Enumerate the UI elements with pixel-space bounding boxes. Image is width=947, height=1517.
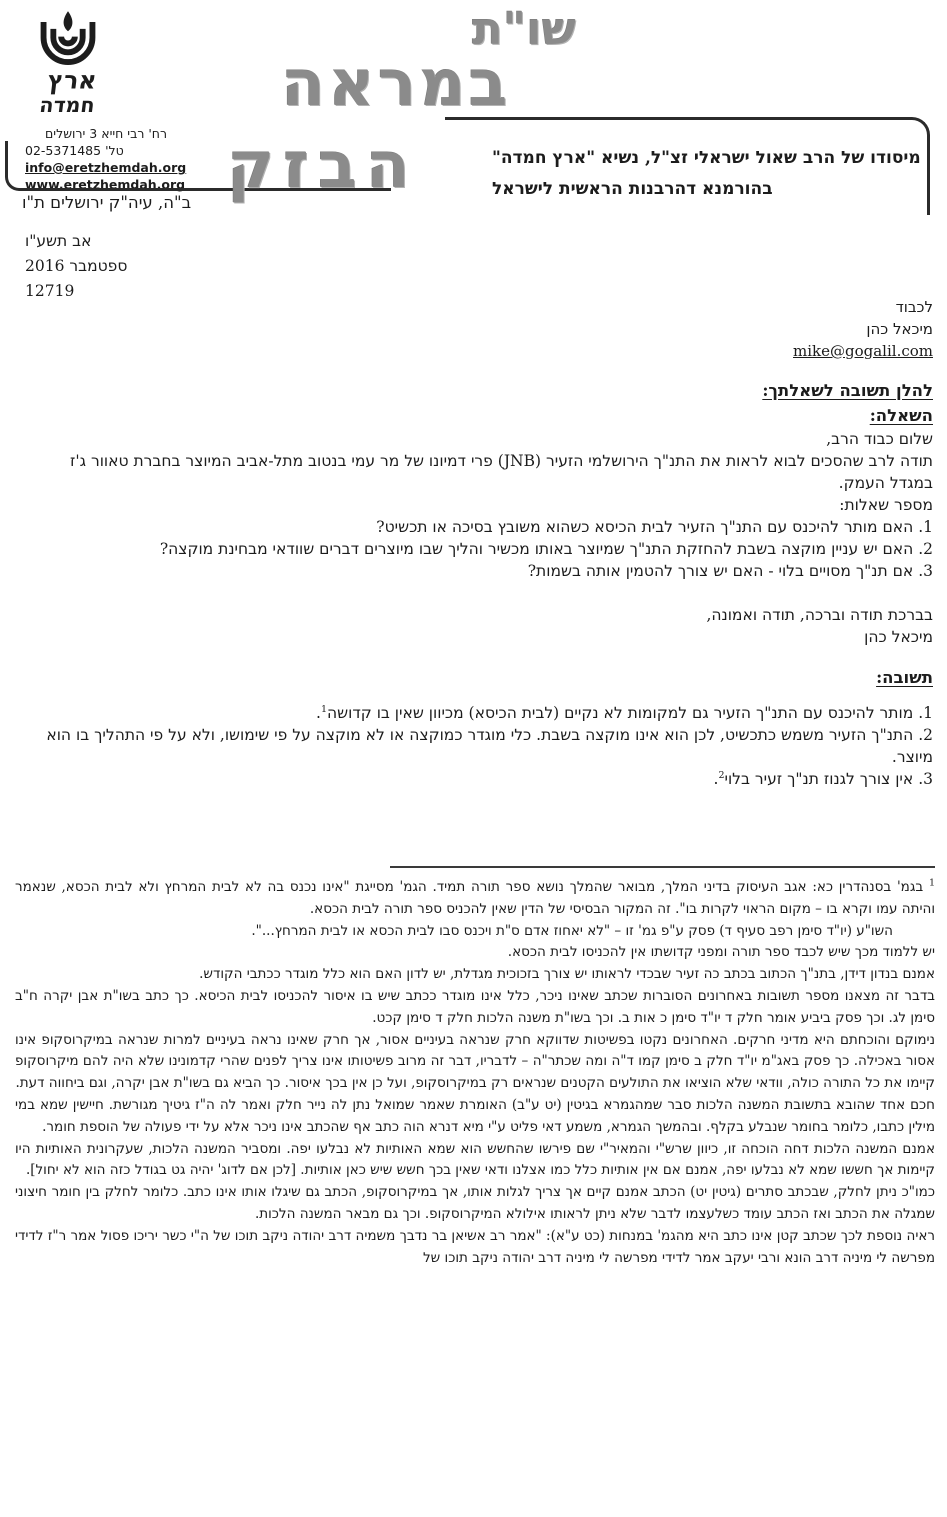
answer-item-number: 3. [918, 770, 933, 788]
footnote-paragraph: חכם אחד שהובא בתשובת המשנה הלכות סבר שמהגמרא בגיטין (יט ע"ב) האומרת שאמר שמואל נתן לה נייר חלק ואמר לה ה"ז גיטיך מגורשת. חיישין שמא במי מילין כתבו, כלומר בחומר שנבלע בקלף. ובהמשך הגמרא, משמע דאי פליט ע"י מיא דנרא הוה כתב אף שהכתב אינו ניכר אלא על ידי פעולה של הוספת חומר. [15, 1096, 935, 1135]
question-body: תודה לרב שהסכים לבוא לראות את התנ"ך הירושלמי הזעיר (JNB) פרי דמיונו של מר עמי בנטוב מתל-אביב המיוצר בחברת טאוור ג'ז במגדל העמק. [70, 452, 933, 492]
footnote-paragraph: ראיה נוספת לכך שכתב קטן אינו כתב היא מהגמ' במנחות (כט ע"א): "אמר רב אשיאן בר נדבך משמיה דרב יהודה ניקב תוכו של ה"י כשר יריכו פסול אמר ר"ז לדידי מפרשה לי מיניה דרב הונא ורבי יעקב אמר לדידי מפרשה לי מיניה דרב יהודה ניקב תוכו של [14, 1227, 935, 1266]
question-closing [30, 604, 933, 648]
addressee-name: מיכאל כהן [866, 320, 933, 338]
question-item-number: 1. [918, 518, 933, 536]
answer-list [30, 702, 933, 790]
question-item-text: אם תנ"ך מסויים בלוי - האם יש צורך להטמין אותה בשמות? [527, 562, 914, 580]
blessing-line: ב"ה, עיה"ק ירושלים ת"ו [22, 193, 192, 212]
subtitle-authority-line: בהורמנא דהרבנות הראשית לישראל [492, 179, 773, 199]
menorah-flame-icon [24, 10, 112, 120]
question-item [30, 516, 933, 538]
footnote-paragraph: אמנם המשנה הלכות דחה הוכחה זו, כיוון שרש"י והמאיר"י שם פירשו שהחשש הוא שמא האותיות לא נבלעו יפה. ומסביר המשנה הלכות, שעקרונית האותיות היו קיימות אך חששו שמא לא נבלעו יפה, אמנם אם אין אותיות כלל כמו אצלנו ודאי שאין בכך חשש שיש כאן אותיות. [לכן אם לדוג' יהיה גט בגודל כזה הוא לא יחול]. [15, 1140, 935, 1179]
title-subtitle [492, 143, 921, 205]
title-shut: שו"ת [472, 2, 576, 55]
logo-text-eretz: ארץ [46, 65, 99, 95]
question-list-intro: מספר שאלות: [839, 496, 933, 514]
question-greeting: שלום כבוד הרב, [826, 430, 933, 448]
contact-address: רח' רבי חייא 3 ירושלים [45, 126, 168, 141]
answer-heading: תשובה: [876, 668, 933, 687]
hebrew-date: אב תשע"ו [25, 232, 92, 250]
question-item [30, 538, 933, 560]
question-item-text: האם יש עניין מוקצה בשבת להחזקת התנ"ך שמיוצר באותו מכשיר והליך שבו מיוצרים דברים שוודאי מבחינת מוקצה? [159, 540, 914, 558]
title-bemareh: במראה [281, 46, 511, 121]
contact-email-link[interactable]: info@eretzhemdah.org [25, 160, 187, 175]
date-reference-block [25, 229, 127, 304]
addressee-email-link[interactable]: mike@gogalil.com [793, 342, 933, 360]
intro-heading: להלן תשובה לשאלתך: [762, 381, 933, 400]
answer-item-number: 1. [918, 704, 933, 722]
eretz-hemdah-logo [24, 10, 112, 120]
footnote-paragraph: השו"ע (יו"ד סימן רפב סעיף ד) פסק ע"פ גמ' זו – "לא יאחוז אדם ס"ת ויכנס סבו לבית הכסא או לבית המרחץ...". [251, 922, 893, 939]
footnote-marker: 2 [718, 769, 725, 781]
footnote-text [15, 868, 935, 1269]
answer-item [30, 724, 933, 768]
question-item-number: 3. [918, 562, 933, 580]
answer-item-text: מותר להיכנס עם התנ"ך הזעיר גם למקומות לא נקיים (לבית הכיסא) מכיוון שאין בו קדושה [326, 704, 914, 722]
footnote-paragraph: $^1$ בגמ' בסנהדרין כא: אגב העיסוק בדיני המלך, מבואר שהמלך נושא ספר תורה תמיד. הגמ' מסייגת "אינו נכנס בה לא לבית המרחץ ולא לבית הכסא, שנאמר והיתה עמו וקרא בו – מקום הראוי לקרות בו". זה המקור הבסיסי של הדין שאין להכניס ספר תורה לבית הכסא. [15, 877, 935, 917]
addressee-salutation: לכבוד [895, 298, 933, 316]
footnote-paragraph: אמנם בנדון דידן, בתנ"ך הכתוב בכתב כה זעיר שבכדי לראותו יש צורך בזכוכית מגדלת, יש לדון האם הוא כלל מוגדר ככתבי הקודש. [199, 966, 935, 983]
closing-signature: מיכאל כהן [864, 628, 933, 646]
question-item-text: האם מותר להיכנס עם התנ"ך הזעיר לבית הכיסא כשהוא משובץ בסיכה או תכשיט? [376, 518, 914, 536]
footnote-paragraph: יש ללמוד מכך שיש לכבד ספר תורה ומפני קדושתו אין להכניסו לבית הכסא. [507, 944, 935, 961]
reference-number: 12719 [25, 282, 75, 300]
letter-body [30, 378, 933, 790]
contact-phone: טל' 02-5371485 [25, 143, 124, 158]
gregorian-date: ספטמבר 2016 [25, 257, 128, 275]
contact-website-link[interactable]: www.eretzhemdah.org [25, 177, 186, 192]
question-heading: השאלה: [869, 406, 933, 425]
footnote-number: 1 [928, 877, 935, 889]
footnote-paragraph: נימוקם והוכחתם היא מדיני חרקים. האחרונים נקטו בפשיטות שדווקא חרק שנראה בעיניים אסור, אך חרק שאינו נראה בעיניים למרות שנראה במיקרוסקופ אינו אסור באכילה. כך פסק באג"מ יו"ד חלק ב סימן קמו ד"ה ומה שכתר"ה – לדבריו, דבר זה מרוב פשיטותו אינו צריך לפנים שהרי קדמונינו שלא היה להם מיקרוסקופ קיימו את כל התורה כולה, וודאי שלא הוציאו את התולעים הקטנים שנראים רק במיקרוסקופ, ועל כן אין בכך איסור. כך הביא גם בשו"ת אבן יקרה, וגם ביחווה דעת. [15, 1031, 935, 1092]
closing-blessing: בברכת תודה וברכה, תודה ואמונה, [706, 606, 933, 624]
addressee-block [793, 296, 933, 362]
footnote-marker: 1 [320, 703, 327, 715]
question-item [30, 560, 933, 582]
answer-item: 1. מותר להיכנס עם התנ"ך הזעיר גם למקומות לא נקיים (לבית הכיסא) מכיוון שאין בו קדושה$^1$. [316, 703, 933, 722]
answer-item-number: 2. [918, 726, 933, 744]
subtitle-founder-line: מיסודו של הרב שאול ישראלי זצ"ל, נשיא "ארץ חמדה" [492, 148, 921, 168]
answer-item: 3. אין צורך לגנוז תנ"ך זעיר בלוי$^2$. [713, 769, 933, 788]
question-item-number: 2. [918, 540, 933, 558]
footnote-paragraph: כמו"כ ניתן לחלק, שבכתב סתרים (גיטין יט) הכתב אמנם קיים אך צריך לגלות אותו, אך במיקרוסקופ, הכתב גם שיגלו אותו אינו כתב. כלומר לחלק בין חומר חיצוני שמגלה את הכתב ואז הכתב עומד כשלעצמו לדבר שלא ניתן לראותו אילולא המיקרוסקופ. וכך גם מבאר המשנה הלכות. [15, 1184, 935, 1222]
logo-text-hemdah: חמדה [38, 93, 97, 117]
answer-item-text: התנ"ך הזעיר משמש כתכשיט, לכן הוא אינו מוקצה בשבת. כלי מוגדר כמוקצה או לא מוקצה על פי שימושו, ולא על פי התהליך בו הוא מיוצר. [46, 726, 933, 766]
title-habazak: הבזק [227, 128, 419, 203]
footnote-paragraph: בדבר זה מצאנו מספר תשובות באחרונים הסוברות שכתב שאינו ניכר, כלל אינו מוגדר ככתב שיש בו איסור להכניסו לבית הכיסא. כך כתב בשו"ת אבן יקרה ח"ב סימן לג. וכך פסק ביביע אומר חלק ד יו"ד סימן כ אות ב. וכך בשו"ת משנה הלכות חלק ד סימן קכט. [15, 987, 935, 1026]
footnotes-section [15, 866, 935, 1269]
answer-item-text: אין צורך לגנוז תנ"ך זעיר בלוי [724, 770, 914, 788]
